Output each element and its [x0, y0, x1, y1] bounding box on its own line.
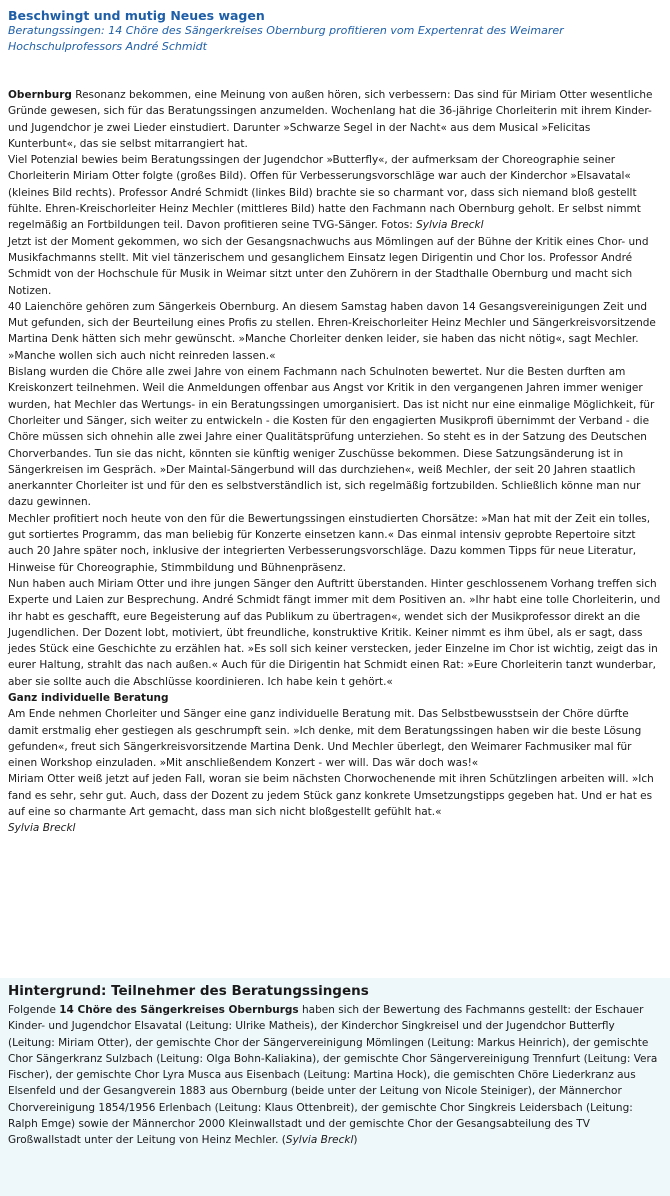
section-subhead: Ganz individuelle Beratung — [8, 691, 169, 704]
photo-caption — [8, 152, 662, 233]
info-box-text — [8, 1002, 662, 1149]
article-body — [8, 87, 662, 837]
article-subheadline: Beratungssingen: 14 Chöre des Sängerkreises Obernburg profitieren vom Expertenrat des Weimarer Hochschulprofessors André Schmidt — [8, 24, 564, 53]
dateline: Obernburg — [8, 89, 72, 101]
info-intro-bold: 14 Chöre des Sängerkreises Obernburgs — [59, 1004, 299, 1016]
paragraph: Jetzt ist der Moment gekommen, wo sich der Gesangsnachwuchs aus Mömlingen auf der Bühne der Kritik eines Chor- und Musikfachmanns stellt. Mit viel tänzerischem und gesanglichem Einsatz legen Dirigentin und Chor los. Professor André Schmidt von der Hochschule für Musik in Weimar sitzt unter den Zuhörern in der Stadthalle Obernburg und macht sich Notizen. — [8, 235, 649, 297]
paragraph: Am Ende nehmen Chorleiter und Sänger eine ganz individuelle Beratung mit. Das Selbstbewusstsein der Chöre dürfte damit erstmalig eher gestiegen als geschrumpft sein. »Ich denke, mit dem Beratungssingen haben wir die beste Lösung gefunden«, freut sich Sängerkreisvorsitzende Martina Denk. Und Mechler überlegt, den Weimarer Fachmusiker mal für einen Workshop einzuladen. »Mit anschließendem Konzert - wer will. Das wär doch was!« — [8, 708, 642, 770]
paragraph: Miriam Otter weiß jetzt auf jeden Fall, woran sie beim nächsten Chorwochenende mit ihren Schützlingen arbeiten will. »Ich fand es sehr, sehr gut. Auch, dass der Dozent zu jedem Stück ganz konkrete Umsetzungstipps gegeben hat. Und er hat es auf eine so charmante Art gemacht, dass man sich nicht bloßgestellt gefühlt hat.« — [8, 773, 654, 819]
article-headline: Beschwingt und mutig Neues wagen — [8, 8, 265, 23]
paragraph: 40 Laienchöre gehören zum Sängerkeis Obernburg. An diesem Samstag haben davon 14 Gesangsvereinigungen Zeit und Mut gefunden, sich der Beurteilung eines Profis zu stellen. Ehren-Kreischorleiter Heinz Mechler und Sängerkreisvorsitzende Martina Denk hätten sich mehr gewünscht. »Manche Chorleiter denken leider, sie haben das nicht nötig«, sagt Mechler. »Manche wollen sich auch nicht reinreden lassen.« — [8, 300, 656, 362]
background-info-box — [0, 978, 670, 1196]
caption-text: Viel Potenzial bewies beim Beratungssingen der Jugendchor »Butterfly«, der aufmerksam der Choreographie seiner Chorleiterin Miriam Otter folgte (großes Bild). Offen für Verbesserungsvorschläge war auch der Kinderchor »Elsavatal« (kleines Bild rechts). Professor André Schmidt (linkes Bild) brachte sie so charmant vor, dass sich niemand bloß gestellt fühlte. Ehren-Kreischorleiter Heinz Mechler (mittleres Bild) hatte den Fachmann nach Obernburg geholt. Er selbst nimmt regelmäßig an Fortbildungen teil. Davon profitieren seine TVG-Sänger. Fotos: — [8, 154, 641, 232]
paragraph-text: Resonanz bekommen, eine Meinung von außen hören, sich verbessern: Das sind für Miriam Otter wesentliche Gründe gewesen, sich für das Beratungssingen anzumelden. Wochenlang hat die 36-jährige Chorleiterin mit ihrem Kinder- und Jugendchor je zwei Lieder einstudiert. Darunter »Schwarze Segel in der Nacht« aus dem Musical »Felicitas Kunterbunt«, das sie selbst mitarrangiert hat. — [8, 89, 653, 150]
paragraph: Nun haben auch Miriam Otter und ihre jungen Sänger den Auftritt überstanden. Hinter geschlossenem Vorhang treffen sich Experte und Laien zur Besprechung. André Schmidt fängt immer mit dem Positiven an. »Ihr habt eine tolle Chorleiterin, und ihr habt es geschafft, eure Begeisterung auf das Publikum zu übertragen«, wendet sich der Musikprofessor direkt an die Jugendlichen. Der Dozent lobt, motiviert, übt freundliche, konstruktive Kritik. Keiner nimmt es ihm übel, als er sagt, dass jedes Stück eine Geschichte zu erzählen hat. »Es soll sich keiner verstecken, jeder Einzelne im Chor ist wichtig, zeigt das in eurer Haltung, strahlt das nach außen.« Auch für die Dirigentin hat Schmidt einen Rat: »Eure Chorleiterin tanzt wunderbar, aber sie sollte auch die Abschlüsse koordinieren. Ich habe kein t gehört.« — [8, 577, 661, 688]
paragraph: Bislang wurden die Chöre alle zwei Jahre von einem Fachmann nach Schulnoten bewertet. Nur die Besten durften am Kreiskonzert teilnehmen. Weil die Anmeldungen offenbar aus Angst vor Kritik in den vergangenen Jahren immer weniger wurden, hat Mechler das Wertungs- in ein Beratungssingen umorganisiert. Das ist nicht nur eine einmalige Möglichkeit, für Chorleiter und Sänger, sich weiter zu entwickeln - die Kosten für den engagierten Musikprofi übernimmt der Verband - die Chöre müssen sich ohnehin alle zwei Jahre einer Qualitätsprüfung unterziehen. So steht es in der Satzung des Deutschen Chorverbandes. Tun sie das nicht, könnten sie künftig weniger Zuschüsse bekommen. Diese Satzungsänderung ist in Sängerkreisen im Gespräch. »Der Maintal-Sängerbund will das durchziehen«, weiß Mechler, der seit 20 Jahren staatlich anerkannter Chorleiter ist und für den es selbstverständlich ist, sich regelmäßig fortzubilden. Schließlich könne man nur dazu gewinnen. — [8, 366, 655, 509]
photo-credit: Sylvia Breckl — [416, 219, 484, 232]
paragraph: Mechler profitiert noch heute von den für die Bewertungssingen einstudierten Chorsätze: »Man hat mit der Zeit ein tolles, gut sortiertes Programm, das man beliebig für Konzerte einsetzen kann.« Das einmal intensiv geprobte Repertoire sitzt auch 20 Jahre später noch, inklusive der integrierten Verbesserungsvorschläge. Dazu kommen Tipps für neue Literatur, Hinweise für Choreographie, Stimmbildung und Bühnenpräsenz. — [8, 512, 651, 574]
info-body: haben sich der Bewertung des Fachmanns gestellt: der Eschauer Kinder- und Jugendchor Elsavatal (Leitung: Ulrike Matheis), der Kinderchor Singkreisel und der Jugendchor Butterfly (Leitung: Miriam Otter), der gemischte Chor der Sängervereinigung Mömlingen (Leitung: Markus Heinrich), der gemischte Chor Sängerkranz Sulzbach (Leitung: Olga Bohn-Kaliakina), der gemischte Chor Sängervereinigung Trennfurt (Leitung: Vera Fischer), der gemischte Chor Lyra Musca aus Eisenbach (Leitung: Martina Hock), die gemischten Chöre Liederkranz aus Elsenfeld und der Gesangverein 1883 aus Obernburg (beide unter der Leitung von Nicole Steiniger), der Männerchor Chorvereinigung 1854/1956 Erlenbach (Leitung: Klaus Ottenbreit), der gemischte Chor Singkreis Leidersbach (Leitung: Ralph Emge) sowie der Männerchor 2000 Kleinwallstadt und der gemischte Chor der Gesangsabteilung des TV Großwallstadt unter der Leitung von Heinz Mechler. ( — [8, 1004, 658, 1147]
author-signature: Sylvia Breckl — [8, 822, 76, 835]
info-intro: Folgende — [8, 1004, 60, 1016]
info-close: ) — [353, 1134, 358, 1147]
paragraph — [8, 87, 662, 152]
info-box-title: Hintergrund: Teilnehmer des Beratungssingens — [8, 983, 369, 999]
article — [8, 8, 662, 837]
info-credit: Sylvia Breckl — [285, 1134, 354, 1147]
